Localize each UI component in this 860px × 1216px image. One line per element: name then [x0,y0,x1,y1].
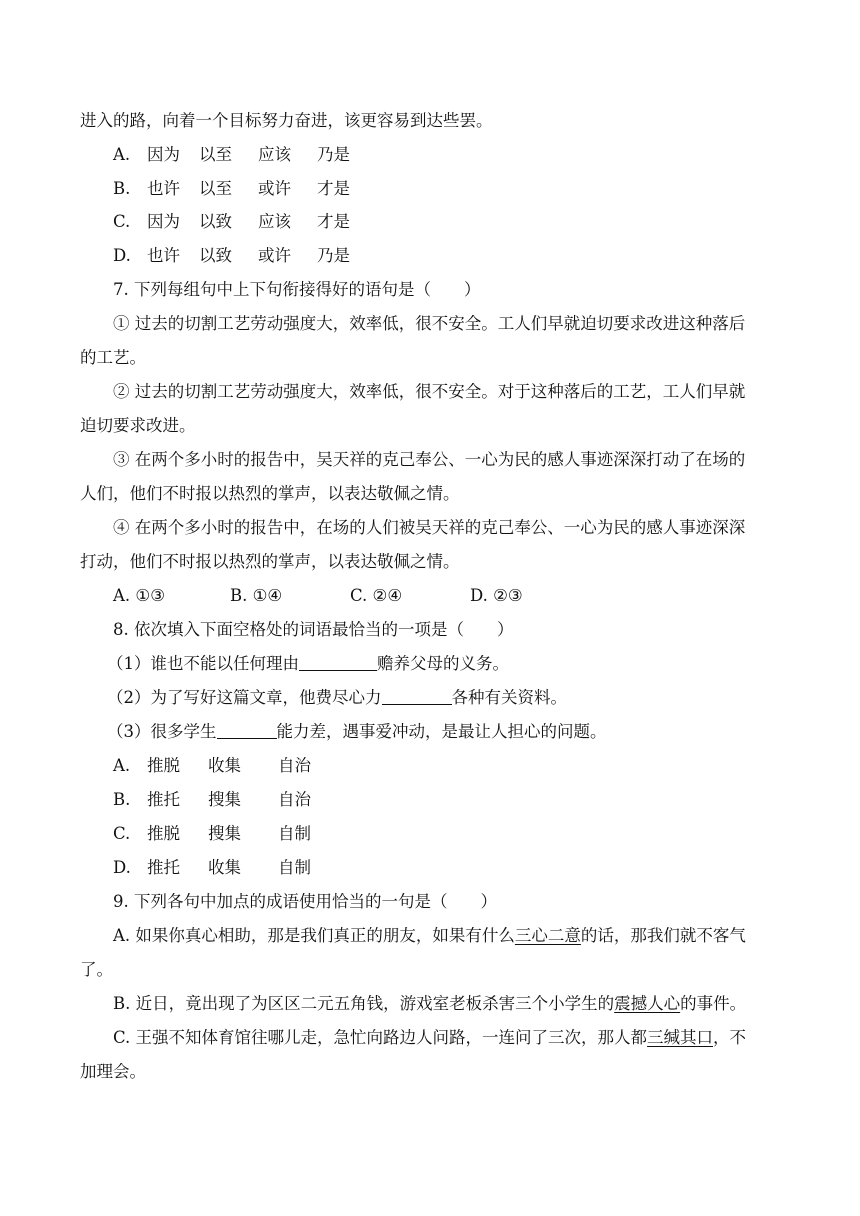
q6-option-d: D. 也许 以致 或许 乃是 [113,246,350,265]
q7-option-a: A. ①③ [113,586,165,605]
q7-options [0,585,860,607]
q8-blank-2-line: （2）为了写好这篇文章，他费尽心力 各种有关资料。 [107,688,567,707]
intro-line: 进入的路，向着一个目标努力奋进，该更容易到达些罢。 [80,111,493,130]
q6-option-b: B. 也许 以至 或许 才是 [113,179,350,198]
q8-option-d: D. 推托 收集 自制 [113,858,311,877]
q7-sentence-3-cont: 人们，他们不时报以热烈的掌声，以表达敬佩之情。 [80,484,460,503]
q7-sentence-3: ③ 在两个多小时的报告中，吴天祥的克己奉公、一心为民的感人事迹深深打动了在场的 [113,450,746,469]
q9-option-b: B. 近日，竟出现了为区区二元五角钱，游戏室老板杀害三个小学生的震撼人心的事件。 [113,994,747,1013]
q9-option-a: A. 如果你真心相助，那是我们真正的朋友，如果有什么三心二意的话，那我们就不客气 [113,926,746,945]
q8-blank-3-line: （3）很多学生 能力差，遇事爱冲动，是最让人担心的问题。 [107,722,607,741]
q8-option-a: A. 推脱 收集 自治 [113,756,311,775]
q7-sentence-4-cont: 打动，他们不时报以热烈的掌声，以表达敬佩之情。 [80,552,460,571]
q7-sentence-4: ④ 在两个多小时的报告中，在场的人们被吴天祥的克己奉公、一心为民的感人事迹深深 [113,518,746,537]
q7-sentence-1: ① 过去的切割工艺劳动强度大，效率低，很不安全。工人们早就迫切要求改进这种落后 [113,314,746,333]
q9-option-a-cont: 了。 [80,960,113,979]
q8-option-b: B. 推托 搜集 自治 [113,790,311,809]
q9-idiom-b: 震撼人心 [614,994,681,1013]
q7-stem: 7. 下列每组句中上下句衔接得好的语句是（ ） [113,280,481,299]
fill-blank-2 [382,688,452,705]
q6-option-c: C. 因为 以致 应该 才是 [113,212,350,231]
q6-option-a: A. 因为 以至 应该 乃是 [113,145,350,164]
q7-option-c: C. ②④ [350,586,403,605]
q9-option-c-cont: 加理会。 [80,1062,146,1081]
q7-sentence-2: ② 过去的切割工艺劳动强度大，效率低，很不安全。对于这种落后的工艺，工人们早就 [113,382,746,401]
q9-stem: 9. 下列各句中加点的成语使用恰当的一句是（ ） [113,892,497,911]
q8-option-c: C. 推脱 搜集 自制 [113,824,311,843]
q7-option-b: B. ①④ [230,586,283,605]
fill-blank-3 [217,722,277,739]
q9-idiom-a: 三心二意 [514,926,581,945]
q8-stem: 8. 依次填入下面空格处的词语最恰当的一项是（ ） [113,620,514,639]
q7-option-d: D. ②③ [470,586,523,605]
q9-idiom-c: 三缄其口 [647,1028,714,1047]
q7-sentence-1-cont: 的工艺。 [80,348,146,367]
fill-blank-1 [299,654,377,671]
q9-option-c: C. 王强不知体育馆往哪儿走，急忙向路边人问路，一连问了三次，那人都三缄其口，不 [113,1028,747,1047]
q8-blank-1-line: （1）谁也不能以任何理由 赡养父母的义务。 [107,654,509,673]
q7-sentence-2-cont: 迫切要求改进。 [80,416,196,435]
